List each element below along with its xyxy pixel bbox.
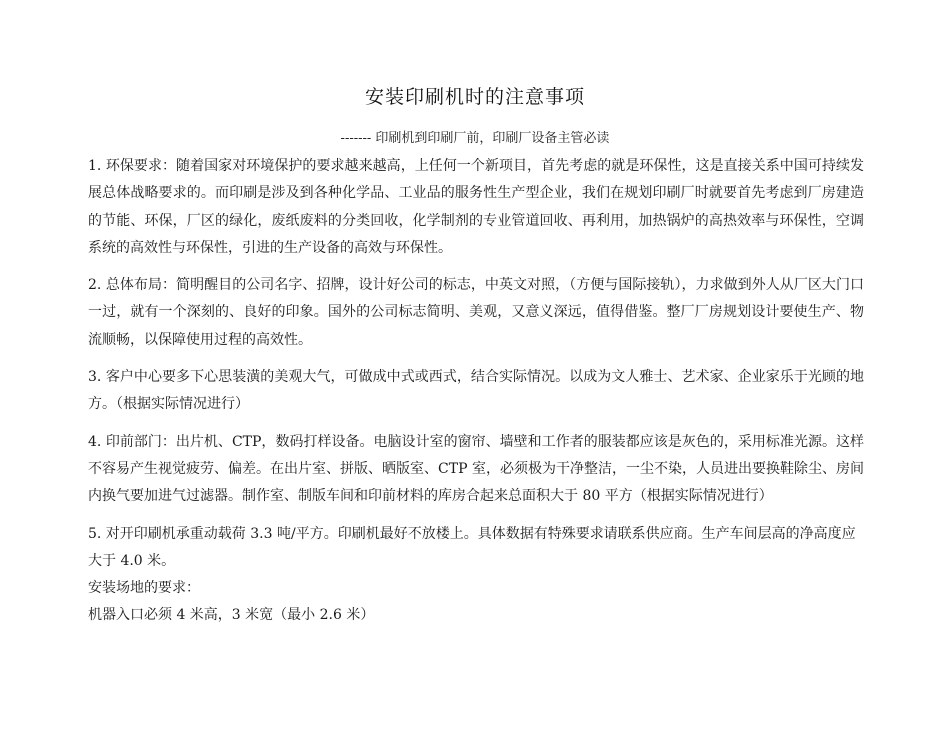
paragraph-load: 5. 对开印刷机承重动载荷 3.3 吨/平方。印刷机最好不放楼上。具体数据有特殊要求请联系供应商。生产车间层高的净高度应大于 4.0 米。 — [88, 525, 856, 569]
site-requirements-heading: 安装场地的要求： — [88, 580, 200, 597]
paragraph-customer-center: 3. 客户中心要多下心思装潢的美观大气，可做成中式或西式，结合实际情况。以成为文人雅士、艺术家、企业家乐于光顾的地方。（根据实际情况进行） — [88, 369, 864, 413]
paragraph-prepress: 4. 印前部门：出片机、CTP，数码打样设备。电脑设计室的窗帘、墙壁和工作者的服装都应该是灰色的，采用标准光源。这样不容易产生视觉疲劳、偏差。在出片室、拼版、晒版室、CTP 室，必须极为干净整洁，一尘不染，人员进出要换鞋除尘、房间内换气要加进气过滤器。制作室、制版车间和印前材料的库房合起来总面积大于 80 平方（根据实际情况进行） — [88, 433, 864, 505]
document-body — [88, 153, 864, 630]
document-subtitle: ------- 印刷机到印刷厂前，印刷厂设备主管必读 — [340, 131, 610, 146]
paragraph-layout: 2. 总体布局：简明醒目的公司名字、招牌，设计好公司的标志，中英文对照，（方便与国际接轨），力求做到外人从厂区大门口一过，就有一个深刻的、良好的印象。国外的公司标志简明、美观，又意义深远，值得借鉴。整厂厂房规划设计要使生产、物流顺畅，以保障使用过程的高效性。 — [88, 277, 864, 348]
document-title: 安装印刷机时的注意事项 — [364, 86, 585, 108]
site-entrance-requirement: 机器入口必须 4 米高，3 米宽（最小 2.6 米） — [88, 607, 375, 624]
paragraph-environmental: 1. 环保要求：随着国家对环境保护的要求越来越高，上任何一个新项目，首先考虑的就是环保性，这是直接关系中国可持续发展总体战略要求的。而印刷是涉及到各种化学品、工业品的服务性生产型企业，我们在规划印刷厂时就要首先考虑到厂房建造的节能、环保，厂区的绿化，废纸废料的分类回收，化学制剂的专业管道回收、再利用，加热锅炉的高热效率与环保性，空调系统的高效性与环保性，引进的生产设备的高效与环保性。 — [88, 158, 864, 256]
